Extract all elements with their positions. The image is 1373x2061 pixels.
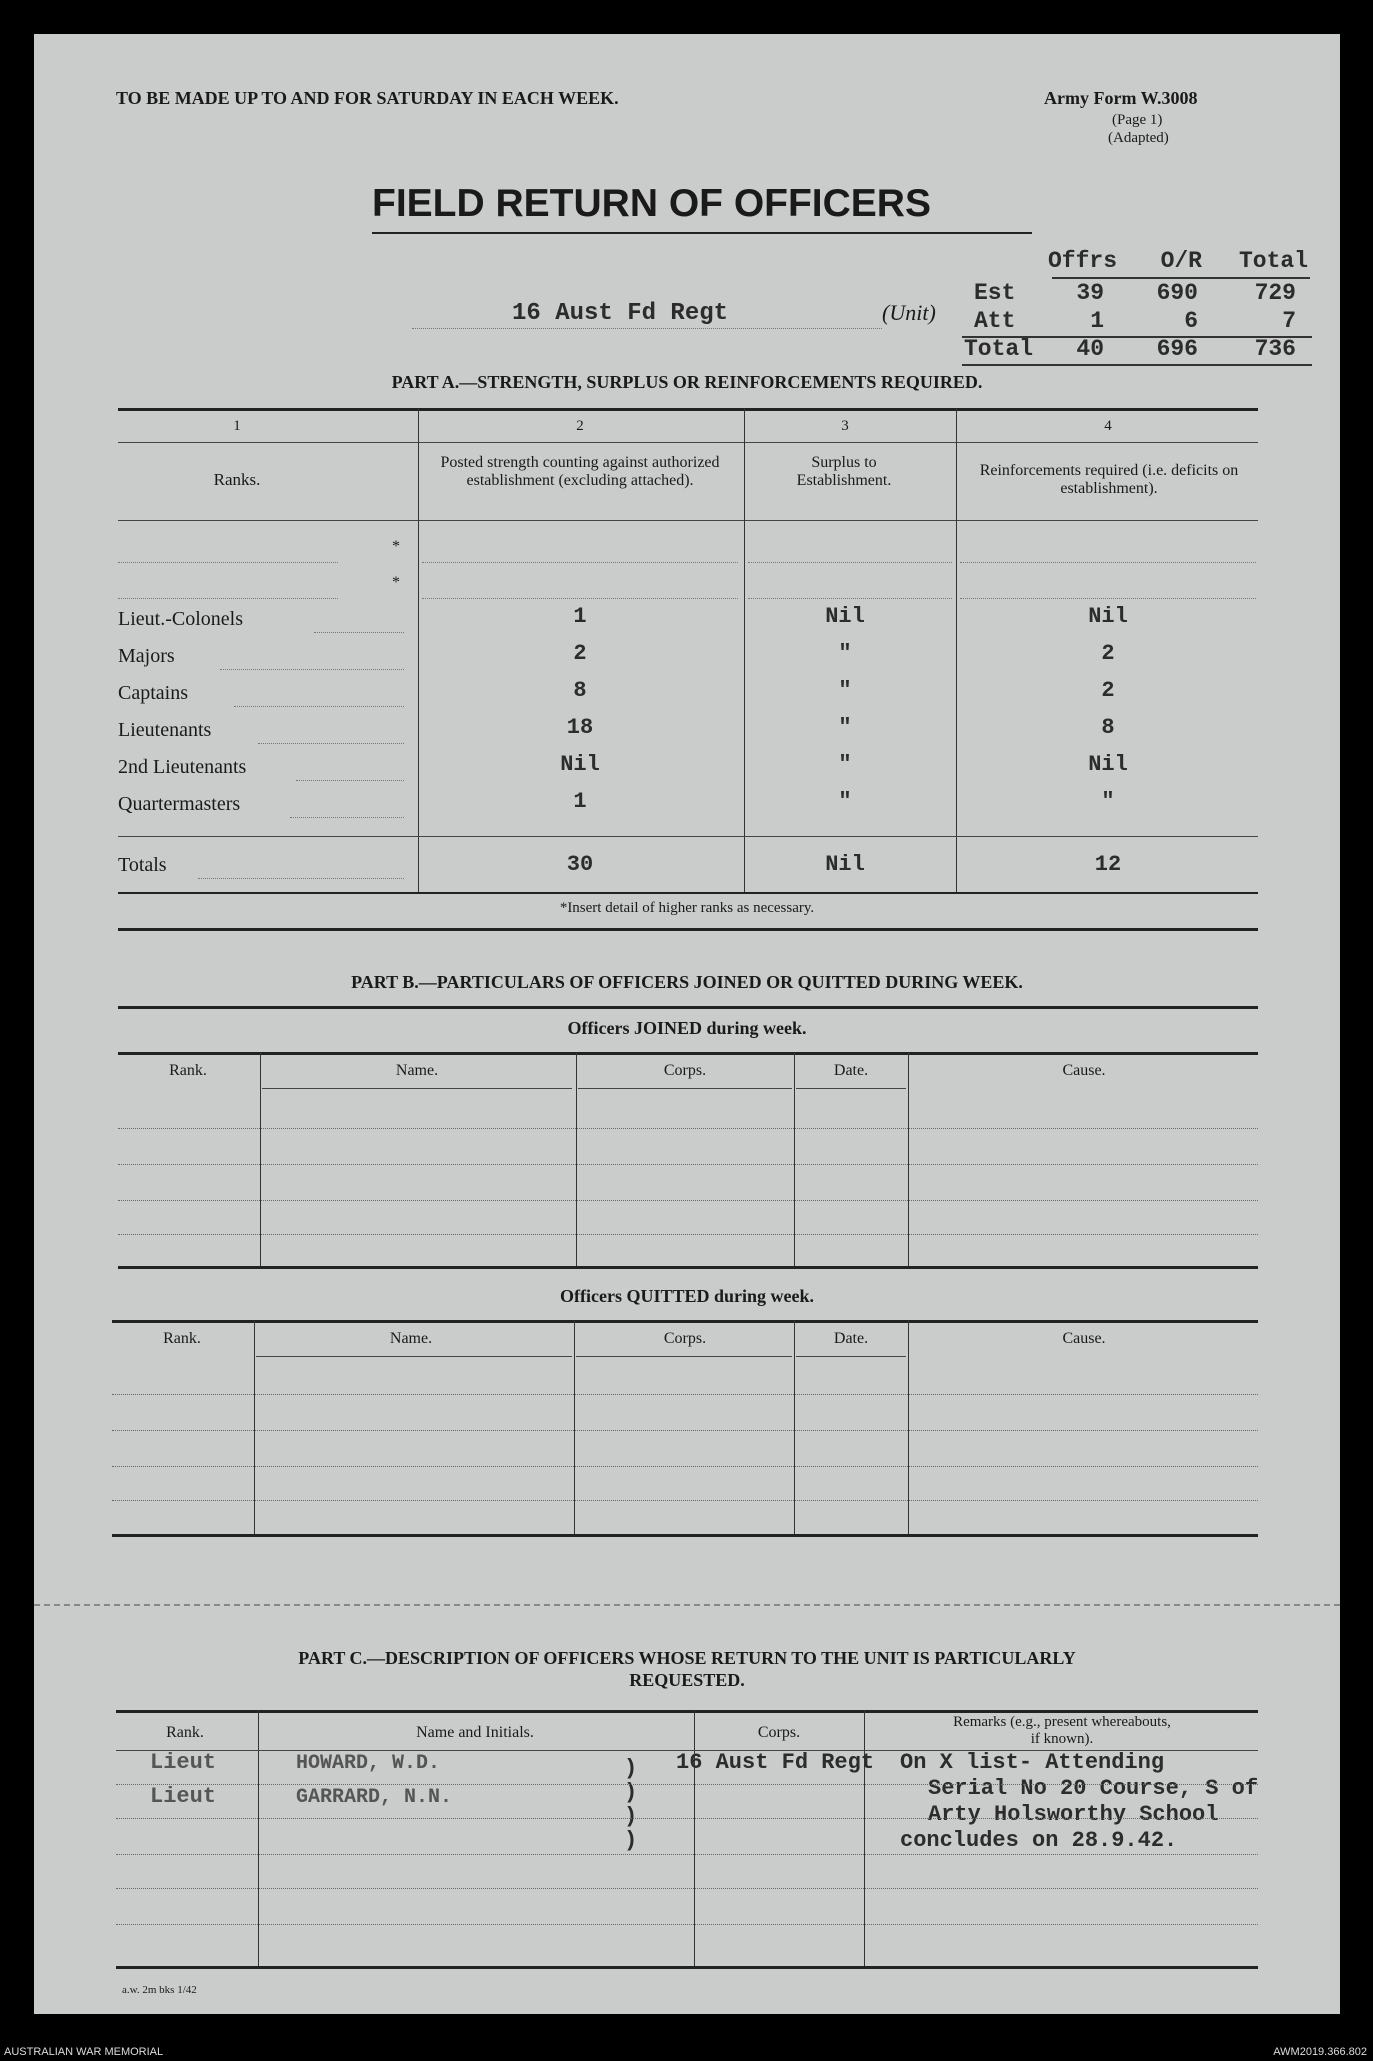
footer-institution: AUSTRALIAN WAR MEMORIAL [4,2046,164,2058]
part-c-title-line1: PART C.—DESCRIPTION OF OFFICERS WHOSE RETURN TO THE UNIT IS PARTICULARLY [298,1648,1076,1668]
joined-title: Officers JOINED during week. [567,1018,807,1038]
posted-value: 2 [573,641,587,666]
posted-value: Nil [560,752,600,777]
joined-col-cause: Cause. [1062,1062,1106,1079]
summary-label-att: Att [974,308,1016,334]
quitted-col-name: Name. [389,1330,433,1347]
posted-value: 1 [573,604,587,629]
summary-total-or: 696 [1156,336,1198,362]
reinf-value: " [1101,789,1115,814]
surplus-value: " [838,715,852,740]
partc-col-remarks: Remarks (e.g., present whereabouts, [953,1714,1171,1730]
reinf-value: 2 [1101,641,1115,666]
quitted-col-date: Date. [833,1330,869,1347]
star-row-2: * [392,574,400,591]
surplus-value: " [838,789,852,814]
surplus-value: Nil [825,604,865,629]
header-ranks: Ranks. [213,470,261,489]
col-number-3: 3 [841,418,849,434]
surplus-value: " [838,752,852,777]
rank-label: Lieutenants [118,719,212,741]
header-reinforcements: Reinforcements required (i.e. deficits on establishment). [979,462,1239,497]
remark-line: Arty Holsworthy School [928,1802,1219,1827]
partc-col-corps: Corps. [757,1724,801,1741]
footer-accession: AWM2019.366.802 [1273,2046,1367,2058]
posted-value: 18 [566,715,594,740]
surplus-value: " [838,641,852,666]
posted-value: 8 [573,678,587,703]
part-b-title: PART B.—PARTICULARS OF OFFICERS JOINED OR QUITTED DURING WEEK. [351,972,1023,992]
reinf-value: 8 [1101,715,1115,740]
remark-line: Serial No 20 Course, S of [928,1776,1259,1801]
page-title: FIELD RETURN OF OFFICERS [372,182,931,225]
rank-label: 2nd Lieutenants [118,756,247,778]
remark-line: concludes on 28.9.42. [900,1828,1178,1853]
part-a-footnote: *Insert detail of higher ranks as necessary. [559,900,815,916]
quitted-title: Officers QUITTED during week. [560,1286,814,1306]
star-row-1: * [392,538,400,555]
part-a-title: PART A.—STRENGTH, SURPLUS OR REINFORCEMENTS REQUIRED. [391,372,983,392]
col-number-1: 1 [233,418,241,434]
form-sheet [34,34,1340,2014]
unit-name: 16 Aust Fd Regt [512,300,729,327]
summary-att-or: 6 [1184,308,1198,334]
rank-label: Quartermasters [118,793,241,815]
col-number-2: 2 [576,418,584,434]
summary-header-or: O/R [1160,248,1202,274]
totals-posted: 30 [566,852,594,877]
brace-mark: ) [624,1756,638,1781]
form-number: Army Form W.3008 [1044,88,1198,108]
summary-label-total: Total [964,336,1034,362]
partc-name-2: GARRARD, N.N. [296,1786,453,1809]
summary-att-offrs: 1 [1090,308,1104,334]
remark-line: On X list- Attending [900,1750,1165,1775]
adapted-note: (Adapted) [1108,130,1169,146]
totals-surplus: Nil [825,852,865,877]
header-posted-strength: Posted strength counting against authorized establishment (excluding attached). [440,454,720,489]
weekly-notice: TO BE MADE UP TO AND FOR SATURDAY IN EACH WEEK. [116,88,619,108]
summary-est-or: 690 [1156,280,1198,306]
reinf-value: 2 [1101,678,1115,703]
summary-est-offrs: 39 [1076,280,1104,306]
summary-total-offrs: 40 [1076,336,1104,362]
brace-mark: ) [624,1828,638,1853]
joined-col-name: Name. [395,1062,439,1079]
partc-name-1: HOWARD, W.D. [296,1752,441,1775]
partc-col-rank: Rank. [166,1724,204,1741]
totals-reinf: 12 [1094,852,1122,877]
brace-mark: ) [624,1804,638,1829]
joined-col-date: Date. [833,1062,869,1079]
partc-corps: 16 Aust Fd Regt [676,1750,875,1775]
joined-col-rank: Rank. [169,1062,207,1079]
summary-att-total: 7 [1282,308,1296,334]
summary-label-est: Est [974,280,1016,306]
rank-label: Lieut.-Colonels [118,608,243,630]
reinf-value: Nil [1088,604,1128,629]
quitted-col-cause: Cause. [1062,1330,1106,1347]
reinf-value: Nil [1088,752,1128,777]
partc-rank-2: Lieut [150,1784,217,1809]
quitted-col-corps: Corps. [663,1330,707,1347]
summary-header-total: Total [1238,248,1308,274]
partc-col-name: Name and Initials. [416,1724,534,1741]
header-surplus: Surplus to Establishment. [796,454,892,489]
partc-col-remarks-note: if known). [1030,1731,1094,1747]
summary-header-offrs: Offrs [1048,248,1118,274]
summary-total-total: 736 [1254,336,1296,362]
page-number: (Page 1) [1112,112,1163,128]
brace-mark: ) [624,1780,638,1805]
rank-label: Captains [118,682,188,704]
partc-rank-1: Lieut [150,1750,217,1775]
posted-value: 1 [573,789,587,814]
joined-col-corps: Corps. [663,1062,707,1079]
surplus-value: " [838,678,852,703]
part-c-title-line2: REQUESTED. [629,1670,745,1690]
quitted-col-rank: Rank. [163,1330,201,1347]
summary-est-total: 729 [1254,280,1296,306]
totals-label: Totals [118,854,167,876]
print-code: a.w. 2m bks 1/42 [122,1984,197,1996]
rank-label: Majors [118,645,175,667]
unit-label: (Unit) [882,300,936,325]
col-number-4: 4 [1104,418,1112,434]
